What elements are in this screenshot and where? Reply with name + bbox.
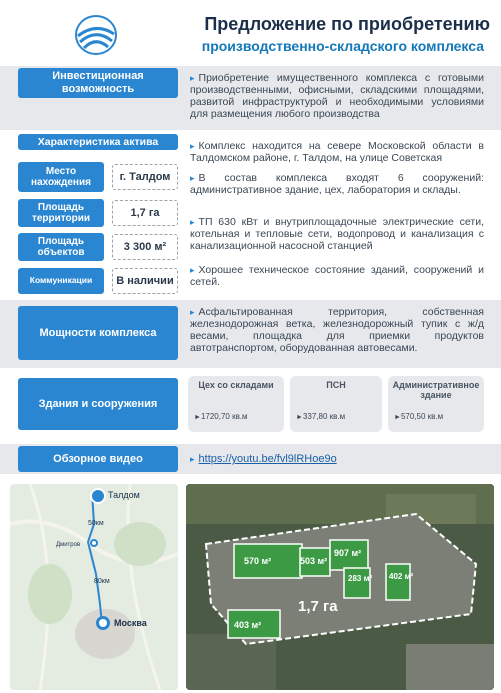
capacity-label: Мощности комплекса bbox=[18, 306, 178, 360]
building-card-value: ►1720,70 кв.м bbox=[194, 412, 248, 421]
map-label-taldom: Талдом bbox=[108, 490, 140, 500]
objects-area-label: Площадь объектов bbox=[18, 233, 104, 261]
utilities-value: В наличии bbox=[112, 268, 178, 294]
invest-label: Инвестиционная возможность bbox=[18, 68, 178, 98]
plot-label: 503 м² bbox=[300, 556, 328, 566]
company-logo-icon bbox=[74, 14, 118, 56]
plot-label: 570 м² bbox=[244, 556, 272, 566]
invest-text: ▸ Приобретение имущественного комплекса с готовыми производственными, офисными, складскими площадями, развитой инфраструктурой и необходимыми условиями для размещения любого производства bbox=[190, 72, 484, 120]
bullet-icon: ► bbox=[394, 414, 401, 421]
buildings-label: Здания и сооружения bbox=[18, 378, 178, 430]
bullet-icon: ▸ bbox=[190, 173, 195, 183]
header bbox=[0, 0, 501, 62]
moscow-pin-icon bbox=[96, 616, 110, 630]
asset-bullet: ▸ Хорошее техническое состояние зданий, сооружений и сетей. bbox=[190, 264, 484, 288]
plot-label: 907 м² bbox=[334, 548, 362, 558]
asset-bullet: ▸ ТП 630 кВт и внутриплощадочные электрические сети, котельная и тепловые сети, водопровод и канализация с канализационной насосной станцией bbox=[190, 216, 484, 252]
territory-area-label: Площадь территории bbox=[18, 199, 104, 227]
plot-label: 283 м² bbox=[348, 574, 373, 583]
location-value: г. Талдом bbox=[112, 164, 178, 190]
building-card bbox=[188, 376, 284, 432]
bullet-icon: ▸ bbox=[190, 217, 195, 227]
plot-label: 403 м² bbox=[234, 620, 262, 630]
location-label: Место нахождения bbox=[18, 162, 104, 192]
building-card-title: Административное здание bbox=[392, 380, 480, 400]
building-card bbox=[290, 376, 382, 432]
building-card bbox=[388, 376, 484, 432]
video-row bbox=[190, 453, 484, 465]
route-map bbox=[10, 484, 178, 690]
bullet-icon: ► bbox=[296, 414, 303, 421]
site-area-label: 1,7 га bbox=[298, 598, 338, 615]
dmitrov-pin-icon bbox=[90, 539, 98, 547]
territory-area-value: 1,7 га bbox=[112, 200, 178, 226]
site-satellite-plan bbox=[186, 484, 494, 690]
capacity-text: ▸ Асфальтированная территория, собственная железнодорожная ветка, железнодорожный тупик с ж/д весами, площадка для приемки продуктов автотранспортом, оборудованная автовесами. bbox=[190, 306, 484, 354]
asset-bullet: ▸ Комплекс находится на севере Московской области в Талдомском районе, г. Талдом, на улице Советская bbox=[190, 140, 484, 164]
asset-bullet: ▸ В состав комплекса входят 6 сооружений: административное здание, цех, лаборатория и склады. bbox=[190, 172, 484, 196]
bullet-icon: ▸ bbox=[190, 141, 195, 151]
asset-label: Характеристика актива bbox=[18, 134, 178, 150]
building-card-title: ПСН bbox=[326, 380, 346, 390]
building-card-value: ►570,50 кв.м bbox=[394, 412, 444, 421]
taldom-pin-icon bbox=[90, 488, 106, 504]
bullet-icon: ▸ bbox=[190, 454, 195, 464]
page-title: Предложение по приобретению bbox=[204, 14, 490, 34]
video-label: Обзорное видео bbox=[18, 446, 178, 472]
bullet-icon: ► bbox=[194, 414, 201, 421]
page-subtitle: производственно-складского комплекса bbox=[201, 38, 484, 54]
bullet-icon: ▸ bbox=[190, 307, 195, 317]
map-label-dmitrov: Дмитров bbox=[56, 542, 81, 548]
site-plan-graphic bbox=[186, 484, 494, 690]
bullet-icon: ▸ bbox=[190, 265, 195, 275]
map-label-dist1: 50км bbox=[88, 520, 104, 527]
route-map-graphic bbox=[10, 484, 178, 690]
map-label-dist2: 80км bbox=[94, 578, 110, 585]
bullet-icon: ▸ bbox=[190, 73, 195, 83]
building-card-title: Цех со складами bbox=[198, 380, 274, 390]
video-link[interactable]: https://youtu.be/fvl9lRHoe9o bbox=[198, 453, 337, 465]
plot-label: 402 м² bbox=[389, 572, 414, 581]
building-card-value: ►337,80 кв.м bbox=[296, 412, 346, 421]
utilities-label: Коммуникации bbox=[18, 268, 104, 294]
map-label-moscow: Москва bbox=[114, 618, 147, 628]
objects-area-value: 3 300 м² bbox=[112, 234, 178, 260]
